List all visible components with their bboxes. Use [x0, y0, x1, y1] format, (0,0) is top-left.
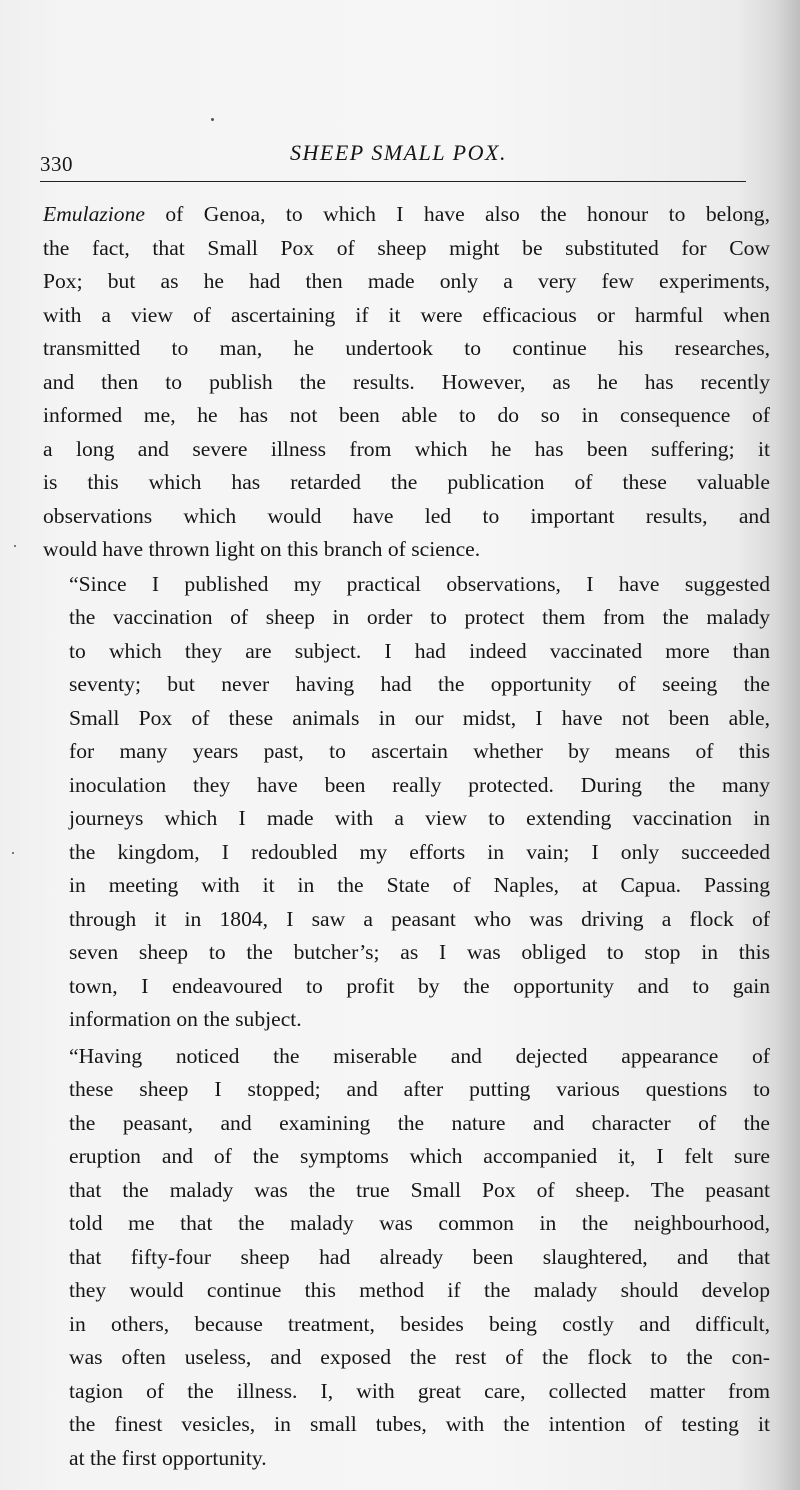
text-line: the vaccination of sheep in order to protect them from the malady — [69, 605, 770, 629]
text-line: and then to publish the results. However, as he has recently — [43, 369, 770, 394]
text-line: informed me, he has not been able to do so in consequence of — [43, 403, 770, 427]
line-text: of Genoa, to which I have also the honour to belong, — [144, 202, 770, 226]
text-line — [43, 198, 770, 232]
text-line: journeys which I made with a view to extending vaccination in — [69, 806, 770, 830]
text-line: the finest vesicles, in small tubes, with the intention of testing it — [69, 1412, 770, 1436]
text-line: transmitted to man, he undertook to continue his researches, — [43, 336, 770, 360]
text-line: inoculation they have been really protected. During the many — [69, 772, 770, 797]
text-line: with a view of ascertaining if it were efficacious or harmful when — [43, 302, 770, 327]
text-line: they would continue this method if the malady should develop — [69, 1278, 770, 1302]
text-line: told me that the malady was common in the neighbourhood, — [69, 1211, 770, 1235]
paragraph-2 — [43, 568, 770, 1037]
text-line: the fact, that Small Pox of sheep might be substituted for Cow — [43, 235, 770, 260]
italic-word: Emulazione — [43, 202, 145, 226]
text-line: for many years past, to ascertain whether by means of this — [69, 739, 770, 763]
text-line: seventy; but never having had the opportunity of seeing the — [69, 672, 770, 696]
text-line: is this which has retarded the publication of these valuable — [43, 470, 770, 494]
text-line: information on the subject. — [69, 1007, 302, 1031]
text-line: at the first opportunity. — [69, 1445, 267, 1470]
text-line: “Having noticed the miserable and dejected appearance of — [69, 1043, 770, 1068]
paragraph-1 — [43, 198, 770, 567]
text-line: would have thrown light on this branch of science. — [43, 537, 481, 561]
text-line: observations which would have led to important results, and — [43, 503, 770, 528]
header-rule — [40, 181, 746, 182]
text-line: these sheep I stopped; and after putting various questions to — [69, 1077, 770, 1101]
text-line: tagion of the illness. I, with great care, collected matter from — [69, 1378, 770, 1403]
text-line: through it in 1804, I saw a peasant who was driving a flock of — [69, 906, 770, 931]
text-line: that fifty-four sheep had already been slaughtered, and that — [69, 1244, 770, 1269]
text-line: a long and severe illness from which he has been suffering; it — [43, 436, 770, 461]
text-line: to which they are subject. I had indeed vaccinated more than — [69, 638, 770, 663]
text-line: “Since I published my practical observations, I have suggested — [69, 571, 770, 596]
text-line: seven sheep to the butcher’s; as I was obliged to stop in this — [69, 940, 770, 964]
paper-speck — [12, 852, 14, 854]
page-header — [40, 140, 745, 180]
text-line: Small Pox of these animals in our midst, I have not been able, — [69, 705, 770, 730]
text-line: that the malady was the true Small Pox of sheep. The peasant — [69, 1177, 770, 1202]
text-line: the kingdom, I redoubled my efforts in vain; I only succeeded — [69, 839, 770, 864]
paragraph-3 — [43, 1040, 770, 1476]
text-line: town, I endeavoured to profit by the opportunity and to gain — [69, 973, 770, 998]
text-line: Pox; but as he had then made only a very few experiments, — [43, 269, 770, 293]
text-line: the peasant, and examining the nature and character of the — [69, 1110, 770, 1135]
paper-speck — [211, 118, 214, 121]
running-title: SHEEP SMALL POX. — [290, 140, 507, 165]
body-text — [43, 198, 770, 1475]
paper-speck — [14, 545, 16, 547]
text-line: in meeting with it in the State of Naples, at Capua. Passing — [69, 873, 770, 897]
text-line: eruption and of the symptoms which accompanied it, I felt sure — [69, 1144, 770, 1168]
text-line: in others, because treatment, besides being costly and difficult, — [69, 1311, 770, 1336]
text-line: was often useless, and exposed the rest of the flock to the con- — [69, 1345, 770, 1369]
page-number: 330 — [40, 152, 73, 176]
